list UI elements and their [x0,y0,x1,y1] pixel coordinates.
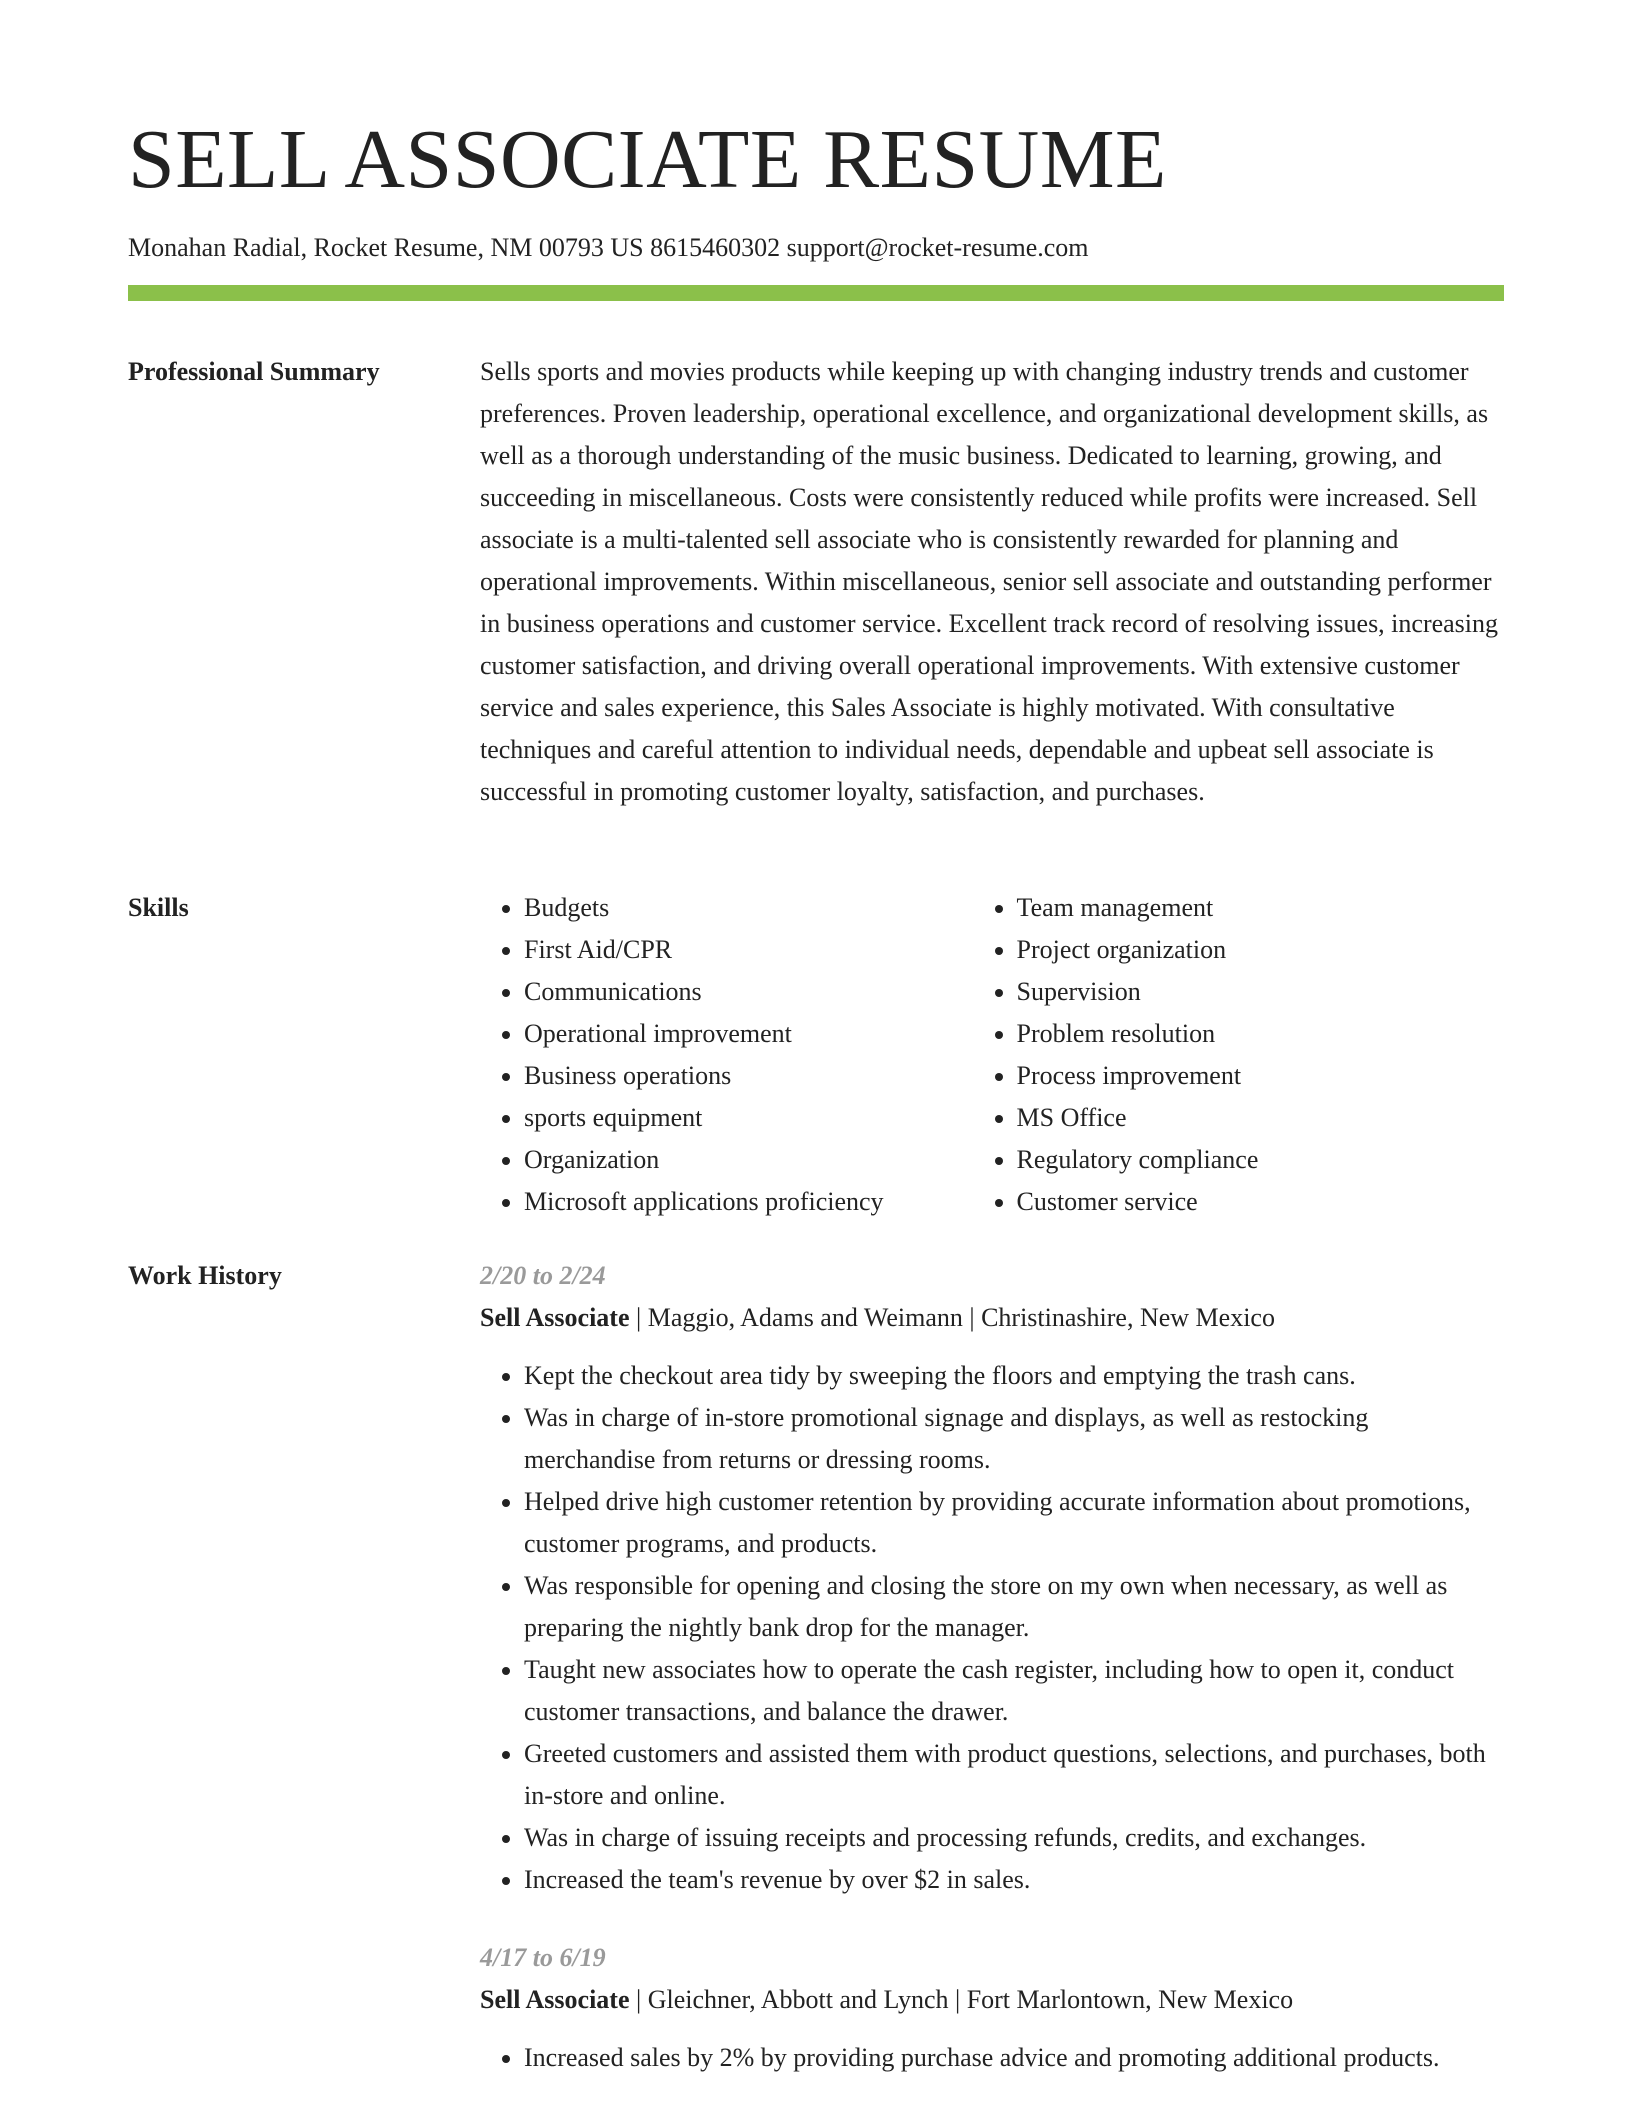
job-details: | Gleichner, Abbott and Lynch | Fort Marlontown, New Mexico [629,1985,1294,2014]
job-title: Sell Associate [480,1985,630,2014]
skill-item: • MS Office [1017,1097,1505,1139]
resume-title: SELL ASSOCIATE RESUME [128,113,1167,206]
skill-item: • Budgets [524,887,973,929]
skill-item: • Communications [524,971,973,1013]
skill-item: • Business operations [524,1055,973,1097]
job-bullets [480,1355,1504,1901]
job-details: | Maggio, Adams and Weimann | Christinashire, New Mexico [629,1303,1275,1332]
contact-line: Monahan Radial, Rocket Resume, NM 00793 US 8615460302 support@rocket-resume.com [128,233,1089,262]
skill-item: • Project organization [1017,929,1505,971]
job-bullet: • Greeted customers and assisted them with product questions, selections, and purchases, both in-store and online. [524,1733,1504,1817]
job-entry [480,1937,1504,2079]
skill-item: • Team management [1017,887,1505,929]
summary-text: Sells sports and movies products while keeping up with changing industry trends and customer preferences. Proven leadership, operational excellence, and organizational development skills, as well as a thorough understanding of the music business. Dedicated to learning, growing, and succeeding in miscellaneous. Costs were consistently reduced while profits were increased. Sell associate is a multi-talented sell associate who is consistently rewarded for planning and operational improvements. Within miscellaneous, senior sell associate and outstanding performer in business operations and customer service. Excellent track record of resolving issues, increasing customer satisfaction, and driving overall operational improvements. With extensive customer service and sales experience, this Sales Associate is highly motivated. With consultative techniques and careful attention to individual needs, dependable and upbeat sell associate is successful in promoting customer loyalty, satisfaction, and purchases. [480,357,1499,806]
work-history-label: Work History [128,1261,282,1290]
job-bullet: • Taught new associates how to operate the cash register, including how to open it, conduct customer transactions, and balance the drawer. [524,1649,1504,1733]
skill-item: • First Aid/CPR [524,929,973,971]
skill-item: • Organization [524,1139,973,1181]
job-bullet: • Was responsible for opening and closing the store on my own when necessary, as well as preparing the nightly bank drop for the manager. [524,1565,1504,1649]
accent-divider [128,285,1504,301]
job-dates: 2/20 to 2/24 [480,1261,606,1290]
skill-item: • Supervision [1017,971,1505,1013]
skill-item: • Microsoft applications proficiency [524,1181,973,1223]
skill-item: • Regulatory compliance [1017,1139,1505,1181]
job-bullet: • Helped drive high customer retention by providing accurate information about promotions, customer programs, and products. [524,1481,1504,1565]
summary-label: Professional Summary [128,357,380,386]
job-bullet: • Was in charge of issuing receipts and processing refunds, credits, and exchanges. [524,1817,1504,1859]
job-bullet: • Kept the checkout area tidy by sweeping the floors and emptying the trash cans. [524,1355,1504,1397]
skills-columns [480,887,1504,1223]
job-bullets [480,2037,1504,2079]
job-bullet: • Increased the team's revenue by over $2 in sales. [524,1859,1504,1901]
skills-list-right [973,887,1505,1223]
skills-list-left [480,887,973,1223]
job-entry [480,1255,1504,1901]
job-heading [480,1297,1504,1339]
job-bullet: • Was in charge of in-store promotional signage and displays, as well as restocking merchandise from returns or dressing rooms. [524,1397,1504,1481]
skill-item: • Problem resolution [1017,1013,1505,1055]
job-heading [480,1979,1504,2021]
job-bullet: • Increased sales by 2% by providing purchase advice and promoting additional products. [524,2037,1504,2079]
skill-item: • Customer service [1017,1181,1505,1223]
skills-body [480,887,1504,1223]
skills-label: Skills [128,893,189,922]
summary-body [480,351,1504,813]
job-dates: 4/17 to 6/19 [480,1943,606,1972]
skill-item: • Process improvement [1017,1055,1505,1097]
work-history-body [480,1255,1504,2115]
job-title: Sell Associate [480,1303,630,1332]
skill-item: • Operational improvement [524,1013,973,1055]
skill-item: • sports equipment [524,1097,973,1139]
